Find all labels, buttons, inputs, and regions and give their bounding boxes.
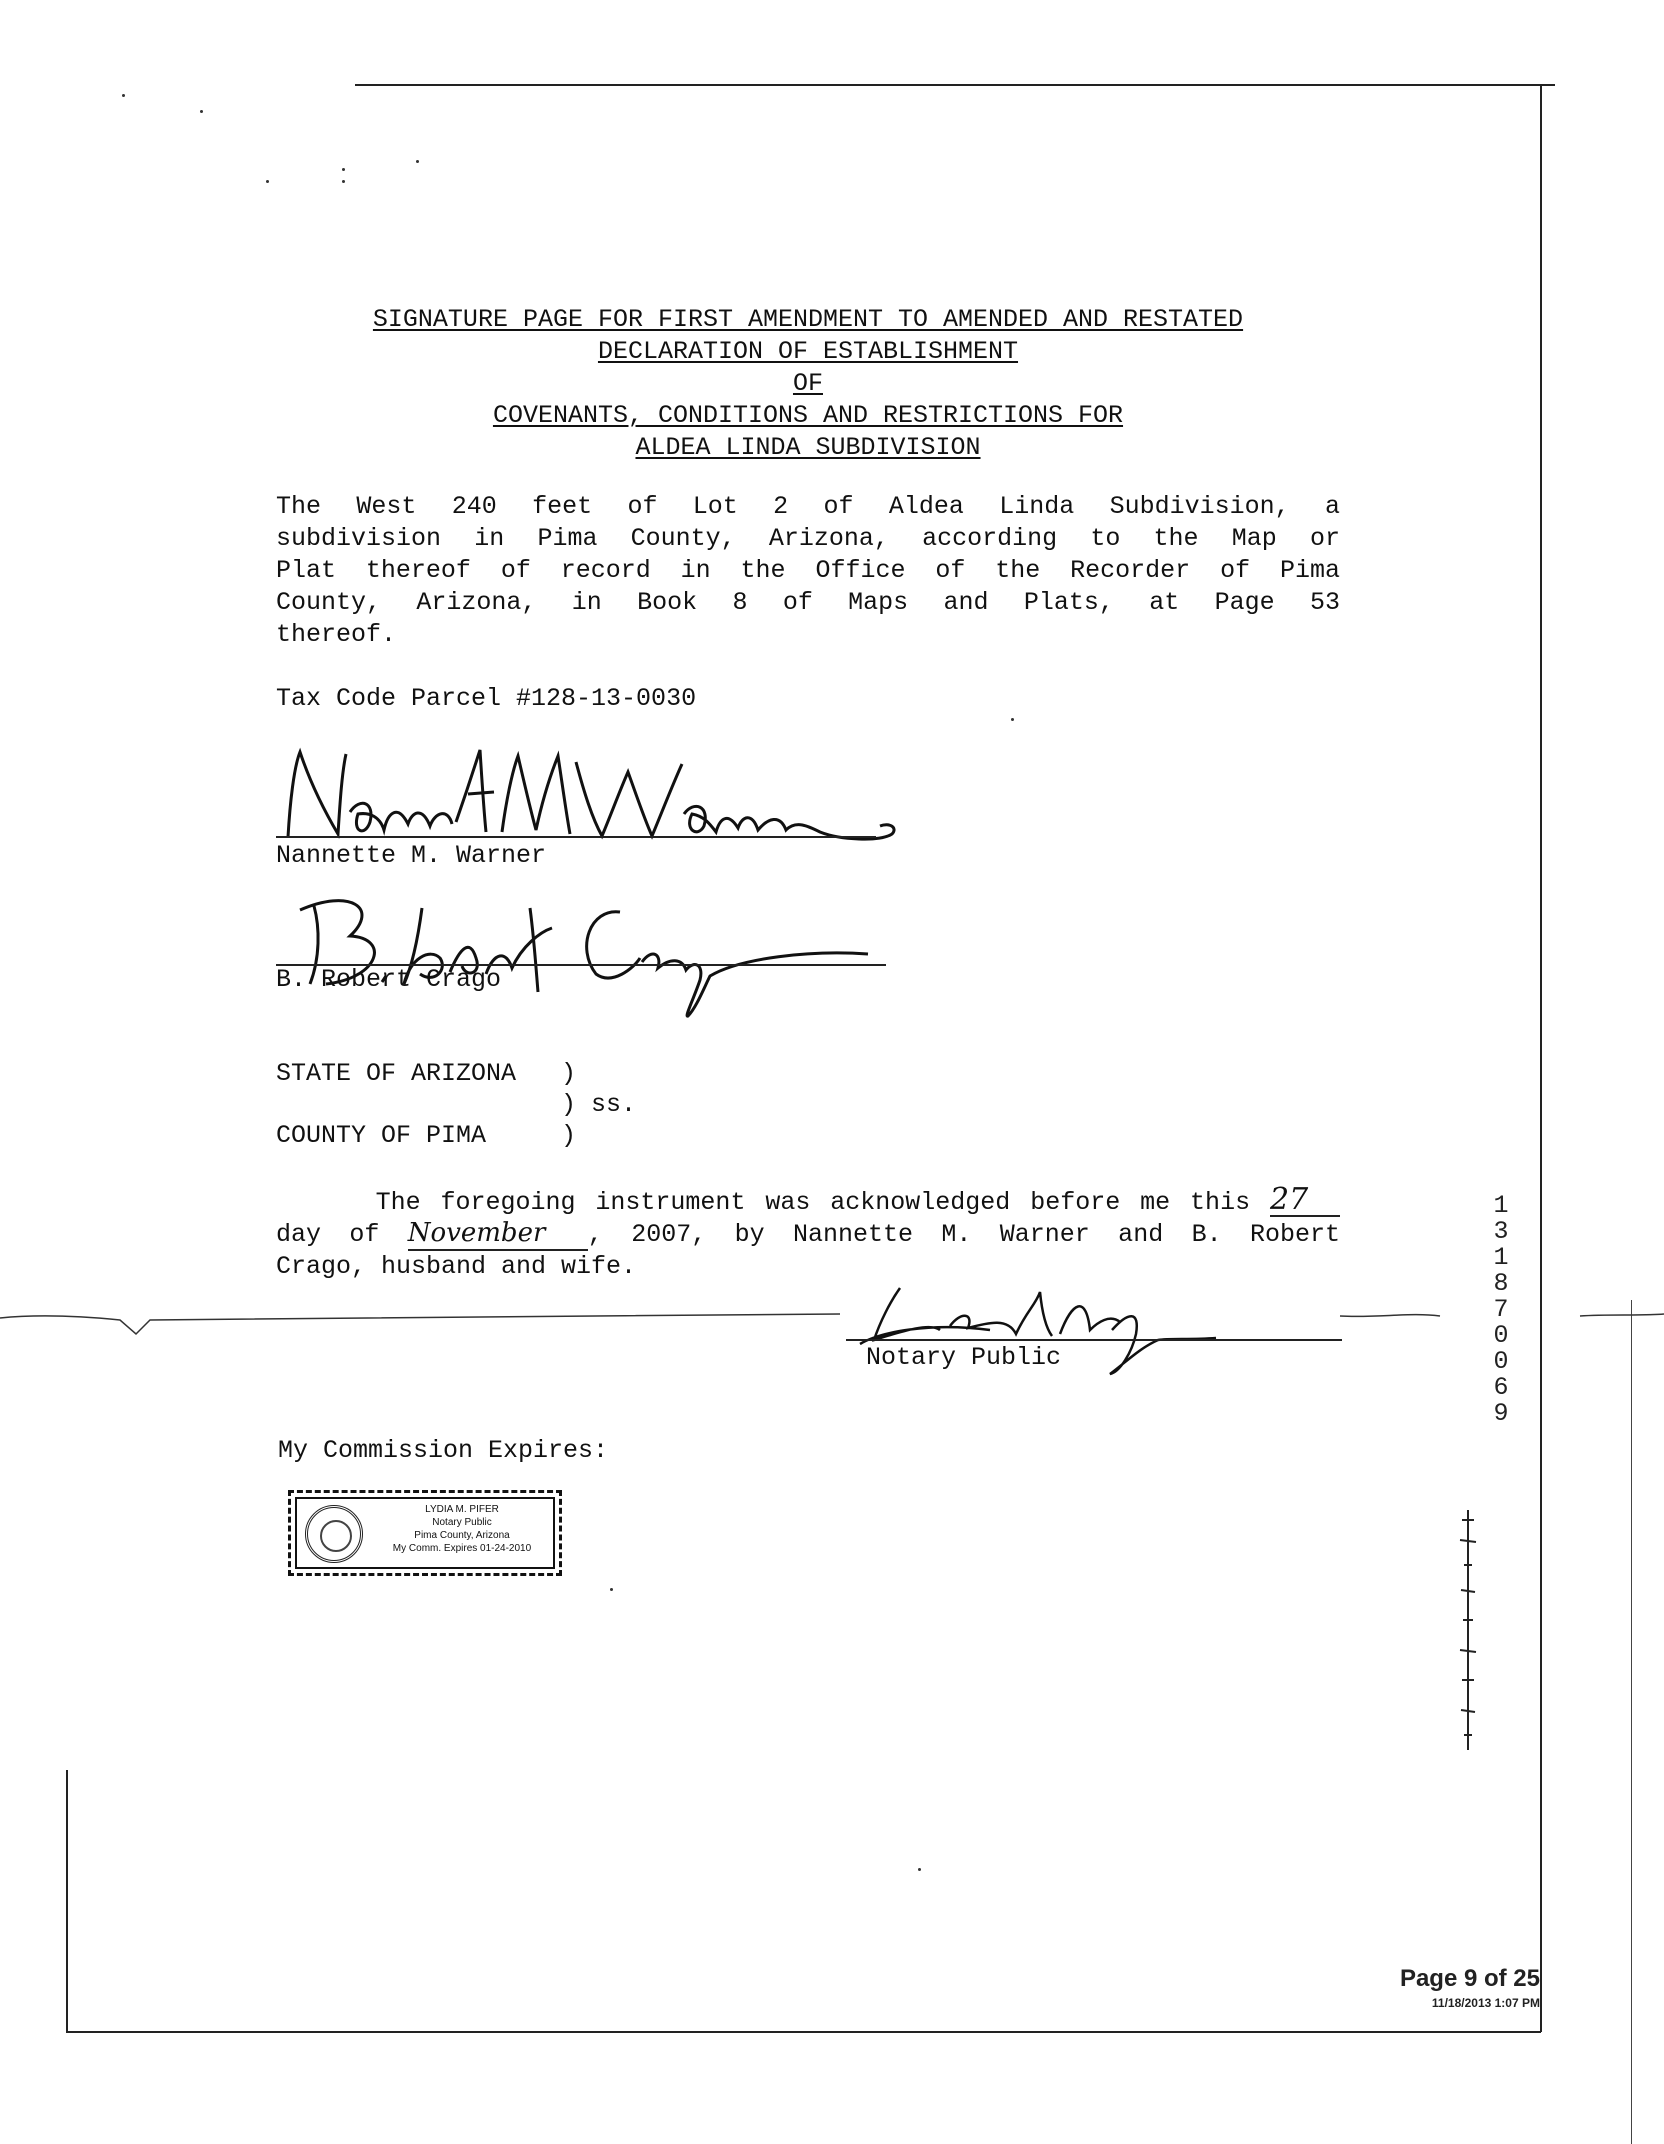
venue-state: STATE OF ARIZONA ) [276, 1059, 577, 1088]
title-line-1: SIGNATURE PAGE FOR FIRST AMENDMENT TO AMENDED AND RESTATED [372, 305, 1244, 334]
legal-line-1: The West 240 feet of Lot 2 of Aldea Linda Subdivision, a [276, 492, 1340, 521]
scan-speck [416, 160, 419, 163]
ack-text-2: day of [276, 1220, 380, 1249]
scan-speck [1011, 718, 1014, 721]
venue-ss: ) ss. [276, 1090, 637, 1119]
signature-crago [290, 888, 870, 1018]
ack-text-1: The foregoing instrument was acknowledged before me this [375, 1188, 1251, 1217]
scan-edge-line [1631, 1300, 1632, 2144]
scan-speck [610, 1588, 613, 1591]
scan-speck [122, 94, 125, 97]
legal-description [276, 491, 1340, 651]
legal-line-4: County, Arizona, in Book 8 of Maps and Plats, at Page 53 [276, 588, 1340, 617]
venue-block [276, 1058, 636, 1151]
stamp-text [369, 1503, 555, 1555]
ack-text-3: , 2007, by Nannette M. Warner and B. Robert [587, 1220, 1340, 1249]
notary-signature-line [846, 1339, 1342, 1341]
legal-line-3: Plat thereof of record in the Office of the Recorder of Pima [276, 556, 1340, 585]
title-line-5: ALDEA LINDA SUBDIVISION [635, 433, 981, 462]
title-line-3: OF [792, 369, 823, 398]
stamp-notary-name: LYDIA M. PIFER [425, 1504, 499, 1515]
title-line-2: DECLARATION OF ESTABLISHMENT [597, 337, 1019, 366]
notary-label: Notary Public [866, 1343, 1062, 1372]
scan-fold-line [0, 1300, 1664, 1340]
vertical-barcode-mark [1456, 1510, 1480, 1750]
venue-county: COUNTY OF PIMA ) [276, 1121, 577, 1150]
page-border-bottom [66, 2031, 1541, 2033]
page-border-left [66, 1770, 68, 2032]
recording-number-digits: 1 3 1 8 7 0 0 6 9 [1493, 1191, 1509, 1428]
signer-name-2: B. Robert Crago [276, 965, 502, 994]
scan-speck [200, 110, 203, 113]
scan-speck [918, 1868, 921, 1871]
signature-line-1 [276, 836, 876, 838]
stamp-county: Pima County, Arizona [414, 1530, 510, 1541]
notary-seal-icon [305, 1505, 363, 1563]
scan-speck [266, 180, 269, 183]
commission-expires-label: My Commission Expires: [278, 1436, 609, 1465]
ack-month-handwritten: November [408, 1218, 588, 1251]
stamp-notary-title: Notary Public [432, 1517, 492, 1528]
page-number: Page 9 of 25 [1399, 1965, 1540, 1992]
page-border-top [355, 84, 1555, 86]
document-title [272, 304, 1344, 464]
page-border-right [1540, 84, 1542, 2032]
tax-parcel: Tax Code Parcel #128-13-0030 [276, 684, 697, 713]
ack-line-3: Crago, husband and wife. [276, 1252, 637, 1281]
recording-number [1486, 1193, 1516, 1427]
signer-name-1: Nannette M. Warner [276, 841, 547, 870]
scan-speck [342, 168, 345, 171]
legal-line-5: thereof. [276, 620, 397, 649]
notary-stamp [288, 1490, 562, 1576]
legal-line-2: subdivision in Pima County, Arizona, according to the Map or [276, 524, 1340, 553]
ack-line-2 [276, 1218, 1340, 1251]
scan-speck [342, 180, 345, 183]
title-line-4: COVENANTS, CONDITIONS AND RESTRICTIONS FOR [492, 401, 1124, 430]
page-timestamp: 11/18/2013 1:07 PM [1431, 1996, 1540, 2010]
ack-line-1 [276, 1184, 1340, 1218]
acknowledgment-paragraph [276, 1184, 1340, 1282]
ack-day-handwritten: 27 [1270, 1184, 1340, 1217]
stamp-expiry: My Comm. Expires 01-24-2010 [392, 1543, 532, 1554]
